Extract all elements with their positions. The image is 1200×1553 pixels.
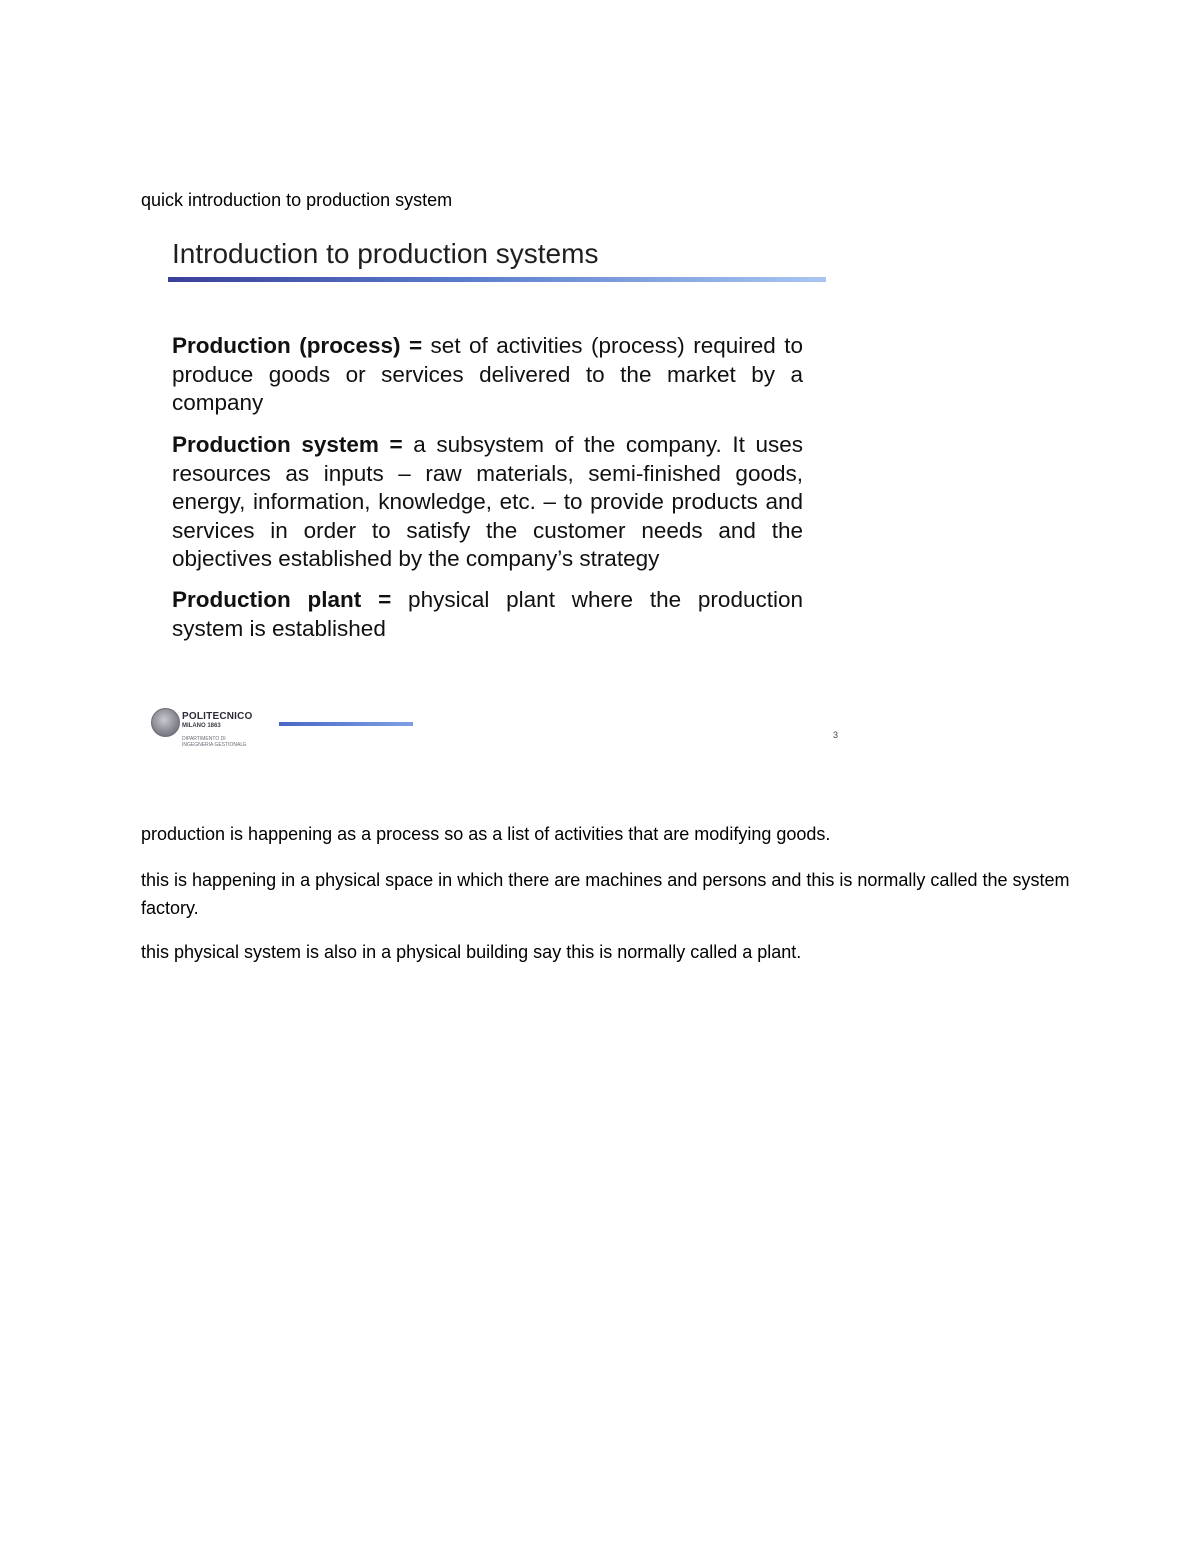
definition-term: Production system =	[172, 432, 403, 457]
page-heading: quick introduction to production system	[141, 190, 453, 210]
definition-text: set of activities (process) required to produce goods or services delivered to the market by a company	[172, 333, 803, 415]
politecnico-logo	[149, 706, 261, 752]
definition-text: physical plant where the production system is established	[172, 587, 803, 641]
university-seal-icon	[151, 708, 180, 737]
definition-production-process	[172, 332, 803, 418]
logo-subtitle: MILANO 1863	[182, 723, 221, 729]
slide-page-number: 3	[833, 730, 839, 740]
body-paragraph: production is happening as a process so as a list of activities that are modifying goods.	[141, 824, 831, 844]
logo-department-line: DIPARTIMENTO DI	[182, 736, 226, 742]
slide-title: Introduction to production systems	[172, 238, 599, 269]
logo-department-line: INGEGNERIA GESTIONALE	[182, 742, 247, 748]
definition-production-plant	[172, 586, 803, 643]
body-paragraph: this is happening in a physical space in which there are machines and persons and this is normally called the system factory.	[141, 870, 1070, 918]
definition-production-system	[172, 431, 803, 574]
definition-text: a subsystem of the company. It uses resources as inputs – raw materials, semi-finished goods, energy, information, knowledge, etc. – to provide products and services in order to satisfy the customer needs and the objectives established by the company’s strategy	[172, 432, 803, 571]
slide-title-underline	[168, 277, 826, 282]
logo-department	[182, 736, 246, 748]
logo-name: POLITECNICO	[182, 711, 253, 722]
body-paragraph: this physical system is also in a physical building say this is normally called a plant.	[141, 942, 802, 962]
definition-term: Production plant =	[172, 587, 392, 612]
slide-image	[141, 226, 849, 766]
slide-footer-bar	[279, 722, 413, 726]
definition-term: Production (process) =	[172, 333, 423, 358]
